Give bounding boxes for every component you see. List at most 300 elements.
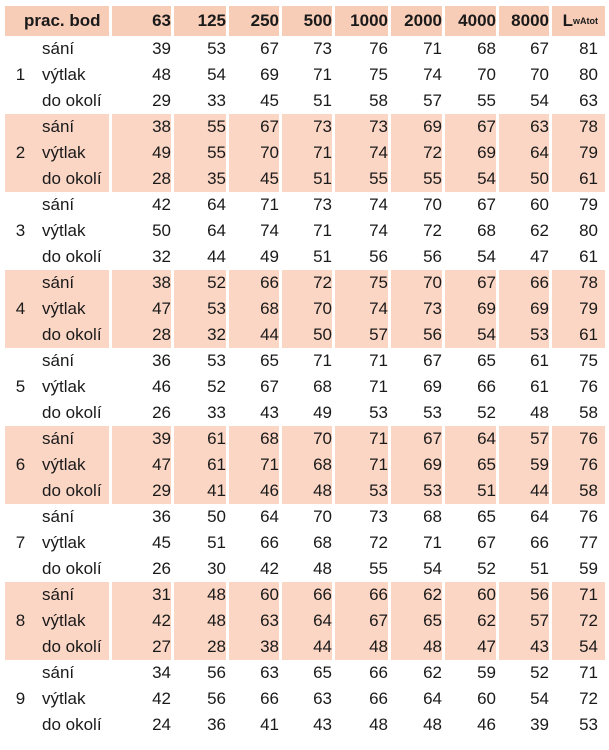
value-cell: 49	[313, 403, 332, 422]
row-label: do okolí	[42, 325, 102, 344]
value-cell: 60	[530, 195, 549, 214]
column-divider	[549, 296, 552, 322]
value-cell: 68	[313, 377, 332, 396]
value-cell: 73	[369, 507, 388, 526]
value-cell: 73	[313, 39, 332, 58]
value-cell: 51	[313, 169, 332, 188]
value-cell: 75	[369, 273, 388, 292]
value-cell: 46	[477, 715, 496, 734]
value-cell: 47	[530, 247, 549, 266]
value-cell: 38	[152, 273, 171, 292]
table-row	[5, 62, 605, 88]
row-label: sání	[42, 663, 75, 682]
value-cell: 74	[423, 65, 442, 84]
value-cell: 67	[477, 273, 496, 292]
value-cell: 69	[423, 117, 442, 136]
column-divider	[226, 166, 229, 192]
value-cell: 48	[313, 481, 332, 500]
column-divider	[109, 478, 112, 504]
total-cell: 79	[579, 195, 598, 214]
total-cell: 76	[579, 377, 598, 396]
value-cell: 53	[423, 403, 442, 422]
column-divider	[171, 426, 174, 452]
column-divider	[171, 166, 174, 192]
column-divider	[226, 140, 229, 166]
value-cell: 66	[369, 585, 388, 604]
value-cell: 64	[530, 143, 549, 162]
column-divider	[388, 6, 391, 36]
value-cell: 74	[369, 299, 388, 318]
column-divider	[226, 634, 229, 660]
value-cell: 31	[152, 585, 171, 604]
value-cell: 67	[423, 351, 442, 370]
value-cell: 28	[152, 169, 171, 188]
value-cell: 71	[369, 377, 388, 396]
value-cell: 28	[207, 637, 226, 656]
table-row	[5, 374, 605, 400]
value-cell: 47	[152, 299, 171, 318]
table-row	[5, 504, 605, 530]
row-label: výtlak	[42, 689, 86, 708]
column-divider	[109, 6, 112, 36]
value-cell: 56	[530, 585, 549, 604]
value-cell: 48	[423, 637, 442, 656]
header-col-8000: 8000	[511, 11, 549, 30]
value-cell: 41	[260, 715, 279, 734]
value-cell: 71	[423, 39, 442, 58]
value-cell: 62	[423, 663, 442, 682]
value-cell: 66	[530, 273, 549, 292]
column-divider	[109, 114, 112, 140]
table-row	[5, 452, 605, 478]
value-cell: 66	[369, 689, 388, 708]
column-divider	[549, 478, 552, 504]
row-label: do okolí	[42, 715, 102, 734]
value-cell: 76	[369, 39, 388, 58]
value-cell: 48	[530, 403, 549, 422]
value-cell: 74	[369, 195, 388, 214]
value-cell: 33	[207, 91, 226, 110]
row-label: sání	[42, 351, 75, 370]
value-cell: 51	[313, 247, 332, 266]
column-divider	[442, 114, 445, 140]
value-cell: 72	[369, 533, 388, 552]
column-divider	[549, 426, 552, 452]
value-cell: 68	[313, 455, 332, 474]
column-divider	[109, 452, 112, 478]
column-divider	[442, 634, 445, 660]
value-cell: 67	[477, 533, 496, 552]
column-divider	[171, 140, 174, 166]
value-cell: 65	[477, 507, 496, 526]
table-row	[5, 270, 605, 296]
value-cell: 70	[313, 507, 332, 526]
value-cell: 36	[152, 507, 171, 526]
column-divider	[332, 634, 335, 660]
table-row	[5, 400, 605, 426]
column-divider	[226, 478, 229, 504]
row-label: do okolí	[42, 637, 102, 656]
column-divider	[226, 6, 229, 36]
value-cell: 63	[260, 611, 279, 630]
value-cell: 70	[530, 65, 549, 84]
table-row	[5, 556, 605, 582]
column-divider	[109, 296, 112, 322]
header-col-125: 125	[197, 11, 226, 30]
column-divider	[388, 478, 391, 504]
value-cell: 65	[313, 663, 332, 682]
value-cell: 69	[423, 377, 442, 396]
total-cell: 79	[579, 299, 598, 318]
value-cell: 53	[369, 403, 388, 422]
column-divider	[388, 452, 391, 478]
value-cell: 68	[260, 299, 279, 318]
column-divider	[442, 140, 445, 166]
value-cell: 60	[477, 689, 496, 708]
column-divider	[388, 270, 391, 296]
value-cell: 67	[423, 429, 442, 448]
value-cell: 64	[207, 221, 226, 240]
column-divider	[171, 6, 174, 36]
table-row	[5, 114, 605, 140]
value-cell: 66	[260, 689, 279, 708]
value-cell: 48	[152, 65, 171, 84]
header-col-4000: 4000	[458, 11, 496, 30]
column-divider	[496, 140, 499, 166]
total-cell: 53	[579, 715, 598, 734]
value-cell: 51	[477, 481, 496, 500]
value-cell: 56	[423, 325, 442, 344]
column-divider	[549, 634, 552, 660]
value-cell: 39	[152, 39, 171, 58]
value-cell: 70	[313, 429, 332, 448]
column-divider	[388, 296, 391, 322]
row-label: sání	[42, 39, 75, 58]
value-cell: 66	[260, 273, 279, 292]
total-cell: 54	[579, 637, 598, 656]
total-cell: 72	[579, 611, 598, 630]
row-label: výtlak	[42, 143, 86, 162]
value-cell: 44	[260, 325, 279, 344]
column-divider	[226, 296, 229, 322]
column-divider	[388, 608, 391, 634]
point-group	[5, 36, 605, 114]
table-row	[5, 660, 605, 686]
row-label: výtlak	[42, 65, 86, 84]
column-divider	[279, 634, 282, 660]
row-label: do okolí	[42, 481, 102, 500]
column-divider	[226, 608, 229, 634]
value-cell: 51	[207, 533, 226, 552]
table-header-row	[5, 6, 605, 36]
column-divider	[109, 426, 112, 452]
value-cell: 67	[530, 39, 549, 58]
row-label: výtlak	[42, 377, 86, 396]
value-cell: 57	[530, 429, 549, 448]
table-row	[5, 712, 605, 738]
value-cell: 43	[313, 715, 332, 734]
value-cell: 42	[260, 559, 279, 578]
value-cell: 30	[207, 559, 226, 578]
row-label: do okolí	[42, 169, 102, 188]
value-cell: 67	[260, 39, 279, 58]
value-cell: 53	[207, 39, 226, 58]
column-divider	[171, 296, 174, 322]
column-divider	[332, 6, 335, 36]
column-divider	[171, 478, 174, 504]
total-cell: 61	[579, 247, 598, 266]
total-cell: 77	[579, 533, 598, 552]
column-divider	[496, 270, 499, 296]
column-divider	[388, 166, 391, 192]
value-cell: 64	[477, 429, 496, 448]
column-divider	[171, 270, 174, 296]
total-cell: 76	[579, 455, 598, 474]
column-divider	[549, 582, 552, 608]
value-cell: 66	[369, 663, 388, 682]
value-cell: 41	[207, 481, 226, 500]
value-cell: 49	[152, 143, 171, 162]
value-cell: 45	[260, 91, 279, 110]
column-divider	[171, 608, 174, 634]
value-cell: 45	[152, 533, 171, 552]
total-cell: 76	[579, 429, 598, 448]
column-divider	[226, 270, 229, 296]
value-cell: 57	[530, 611, 549, 630]
column-divider	[279, 114, 282, 140]
column-divider	[226, 114, 229, 140]
value-cell: 52	[207, 273, 226, 292]
value-cell: 66	[477, 377, 496, 396]
value-cell: 73	[423, 299, 442, 318]
value-cell: 62	[477, 611, 496, 630]
value-cell: 58	[369, 91, 388, 110]
column-divider	[549, 114, 552, 140]
table-row	[5, 192, 605, 218]
total-cell: 80	[579, 221, 598, 240]
column-divider	[496, 322, 499, 348]
value-cell: 47	[152, 455, 171, 474]
value-cell: 42	[152, 611, 171, 630]
column-divider	[226, 582, 229, 608]
column-divider	[388, 634, 391, 660]
value-cell: 71	[260, 455, 279, 474]
column-divider	[442, 582, 445, 608]
column-divider	[332, 452, 335, 478]
value-cell: 54	[530, 91, 549, 110]
column-divider	[332, 608, 335, 634]
value-cell: 68	[313, 533, 332, 552]
table-row	[5, 296, 605, 322]
table-row	[5, 88, 605, 114]
value-cell: 36	[207, 715, 226, 734]
value-cell: 73	[313, 117, 332, 136]
column-divider	[332, 140, 335, 166]
row-label: do okolí	[42, 91, 102, 110]
value-cell: 67	[260, 117, 279, 136]
column-divider	[549, 166, 552, 192]
value-cell: 69	[423, 455, 442, 474]
value-cell: 54	[530, 689, 549, 708]
value-cell: 32	[152, 247, 171, 266]
row-label: výtlak	[42, 533, 86, 552]
value-cell: 63	[530, 117, 549, 136]
value-cell: 61	[530, 351, 549, 370]
value-cell: 75	[369, 65, 388, 84]
value-cell: 69	[477, 143, 496, 162]
value-cell: 51	[530, 559, 549, 578]
point-group	[5, 114, 605, 192]
column-divider	[279, 608, 282, 634]
value-cell: 29	[152, 481, 171, 500]
value-cell: 68	[477, 39, 496, 58]
total-cell: 58	[579, 403, 598, 422]
table-row	[5, 478, 605, 504]
column-divider	[496, 452, 499, 478]
value-cell: 26	[152, 559, 171, 578]
value-cell: 52	[477, 403, 496, 422]
value-cell: 70	[477, 65, 496, 84]
value-cell: 59	[477, 663, 496, 682]
column-divider	[226, 452, 229, 478]
value-cell: 64	[313, 611, 332, 630]
value-cell: 42	[152, 195, 171, 214]
value-cell: 60	[477, 585, 496, 604]
column-divider	[332, 322, 335, 348]
value-cell: 69	[530, 299, 549, 318]
column-divider	[496, 478, 499, 504]
column-divider	[279, 322, 282, 348]
value-cell: 54	[477, 247, 496, 266]
row-label: výtlak	[42, 455, 86, 474]
column-divider	[171, 582, 174, 608]
column-divider	[442, 452, 445, 478]
value-cell: 51	[313, 91, 332, 110]
table-row	[5, 686, 605, 712]
column-divider	[388, 114, 391, 140]
column-divider	[496, 634, 499, 660]
value-cell: 61	[207, 429, 226, 448]
value-cell: 44	[207, 247, 226, 266]
value-cell: 69	[260, 65, 279, 84]
value-cell: 27	[152, 637, 171, 656]
value-cell: 44	[530, 481, 549, 500]
point-number: 9	[15, 689, 26, 708]
value-cell: 50	[152, 221, 171, 240]
table-row	[5, 322, 605, 348]
row-label: sání	[42, 273, 75, 292]
value-cell: 53	[369, 481, 388, 500]
value-cell: 67	[260, 377, 279, 396]
column-divider	[496, 114, 499, 140]
column-divider	[442, 478, 445, 504]
value-cell: 56	[423, 247, 442, 266]
value-cell: 71	[423, 533, 442, 552]
value-cell: 55	[369, 559, 388, 578]
total-cell: 61	[579, 169, 598, 188]
row-label: sání	[42, 585, 75, 604]
column-divider	[496, 582, 499, 608]
column-divider	[332, 426, 335, 452]
value-cell: 70	[313, 299, 332, 318]
column-divider	[279, 296, 282, 322]
point-number: 4	[15, 299, 26, 318]
column-divider	[442, 608, 445, 634]
value-cell: 52	[477, 559, 496, 578]
value-cell: 54	[477, 169, 496, 188]
column-divider	[332, 114, 335, 140]
point-group	[5, 192, 605, 270]
column-divider	[332, 296, 335, 322]
value-cell: 56	[207, 663, 226, 682]
value-cell: 48	[369, 637, 388, 656]
value-cell: 35	[207, 169, 226, 188]
row-label: sání	[42, 117, 75, 136]
value-cell: 64	[207, 195, 226, 214]
column-divider	[109, 634, 112, 660]
value-cell: 49	[260, 247, 279, 266]
value-cell: 56	[369, 247, 388, 266]
header-label: prac. bod	[24, 11, 101, 30]
value-cell: 71	[369, 351, 388, 370]
value-cell: 48	[313, 559, 332, 578]
value-cell: 71	[313, 221, 332, 240]
column-divider	[279, 6, 282, 36]
total-cell: 80	[579, 65, 598, 84]
header-col-total	[553, 6, 598, 36]
value-cell: 55	[207, 117, 226, 136]
table-row	[5, 634, 605, 660]
value-cell: 64	[530, 507, 549, 526]
value-cell: 73	[313, 195, 332, 214]
value-cell: 70	[260, 143, 279, 162]
value-cell: 38	[152, 117, 171, 136]
column-divider	[226, 426, 229, 452]
value-cell: 59	[530, 455, 549, 474]
total-cell: 75	[579, 351, 598, 370]
table-row	[5, 426, 605, 452]
column-divider	[171, 322, 174, 348]
column-divider	[496, 296, 499, 322]
column-divider	[549, 322, 552, 348]
column-divider	[442, 426, 445, 452]
column-divider	[109, 140, 112, 166]
column-divider	[388, 582, 391, 608]
value-cell: 73	[369, 117, 388, 136]
value-cell: 71	[369, 429, 388, 448]
value-cell: 56	[207, 689, 226, 708]
noise-data-table	[5, 6, 605, 738]
column-divider	[109, 608, 112, 634]
column-divider	[109, 322, 112, 348]
value-cell: 61	[530, 377, 549, 396]
value-cell: 72	[423, 143, 442, 162]
value-cell: 44	[313, 637, 332, 656]
value-cell: 48	[207, 585, 226, 604]
column-divider	[442, 166, 445, 192]
row-label: do okolí	[42, 403, 102, 422]
value-cell: 46	[260, 481, 279, 500]
total-cell: 78	[579, 117, 598, 136]
point-number: 5	[15, 377, 26, 396]
value-cell: 57	[423, 91, 442, 110]
value-cell: 66	[313, 585, 332, 604]
column-divider	[332, 270, 335, 296]
column-divider	[279, 270, 282, 296]
column-divider	[171, 114, 174, 140]
column-divider	[442, 6, 445, 36]
value-cell: 34	[152, 663, 171, 682]
